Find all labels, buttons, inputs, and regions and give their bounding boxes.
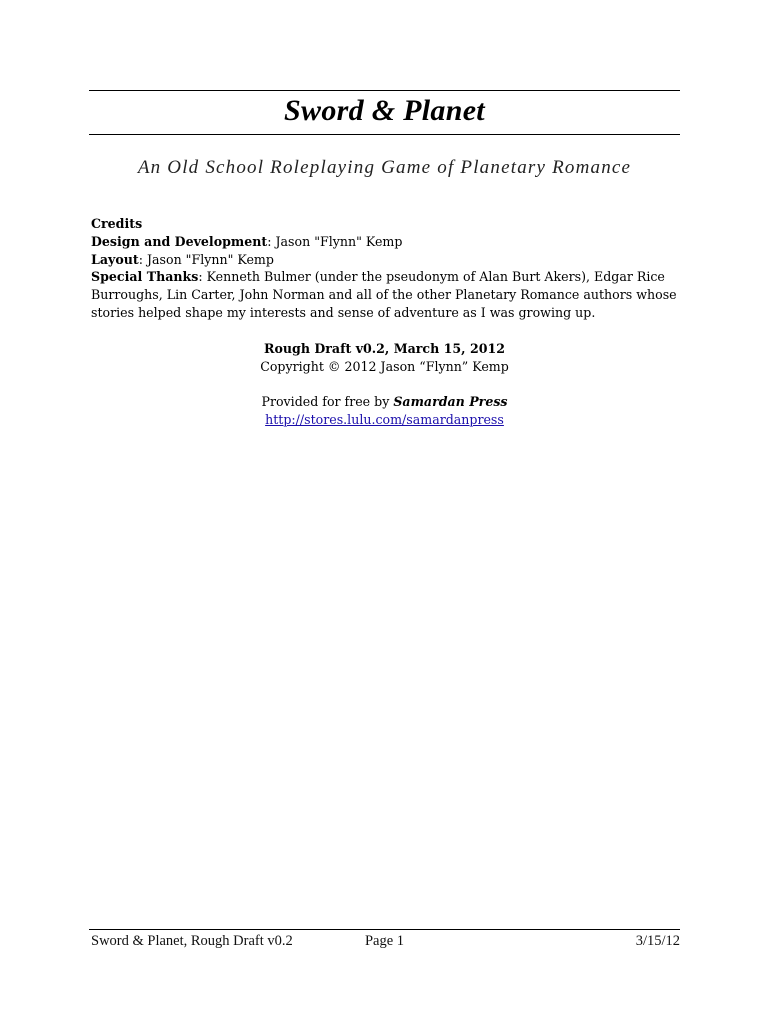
draft-info: [89, 340, 680, 376]
credit-layout: [91, 251, 681, 269]
footer-document-name: Sword & Planet, Rough Draft v0.2: [91, 933, 293, 949]
credit-thanks-value: : Kenneth Bulmer (under the pseudonym of Alan Burt Akers), Edgar Rice Burroughs, Lin Carter, John Norman and all of the other Planetary Romance authors whose stories helped shape my interests and sense of adventure as I was growing up.: [91, 269, 677, 320]
credit-layout-label: Layout: [91, 251, 139, 267]
footer-rule: [89, 929, 680, 930]
publisher-store-link[interactable]: http://stores.lulu.com/samardanpress: [265, 411, 504, 427]
document-subtitle: An Old School Roleplaying Game of Planetary Romance: [137, 157, 632, 178]
copyright-line: Copyright © 2012 Jason “Flynn” Kemp: [260, 358, 509, 374]
footer-date: 3/15/12: [635, 933, 680, 949]
credit-special-thanks: [91, 268, 681, 321]
document-title: Sword & Planet: [284, 94, 485, 127]
provided-by-line: [89, 393, 680, 411]
credit-design-value: : Jason "Flynn" Kemp: [267, 233, 403, 249]
draft-version-line: Rough Draft v0.2, March 15, 2012: [264, 341, 505, 356]
footer-page-number: Page 1: [364, 933, 405, 949]
title-bottom-rule: [89, 134, 680, 135]
credits-heading: Credits: [91, 216, 143, 231]
credit-thanks-label: Special Thanks: [91, 269, 199, 285]
credits-section: [91, 215, 681, 322]
publisher-info: [89, 393, 680, 429]
credit-design-label: Design and Development: [91, 233, 268, 249]
credit-layout-value: : Jason "Flynn" Kemp: [138, 251, 274, 267]
credit-design: [91, 233, 681, 251]
publisher-name: Samardan Press: [393, 394, 508, 409]
title-top-rule: [89, 90, 680, 91]
provided-by-prefix: Provided for free by: [261, 394, 394, 409]
